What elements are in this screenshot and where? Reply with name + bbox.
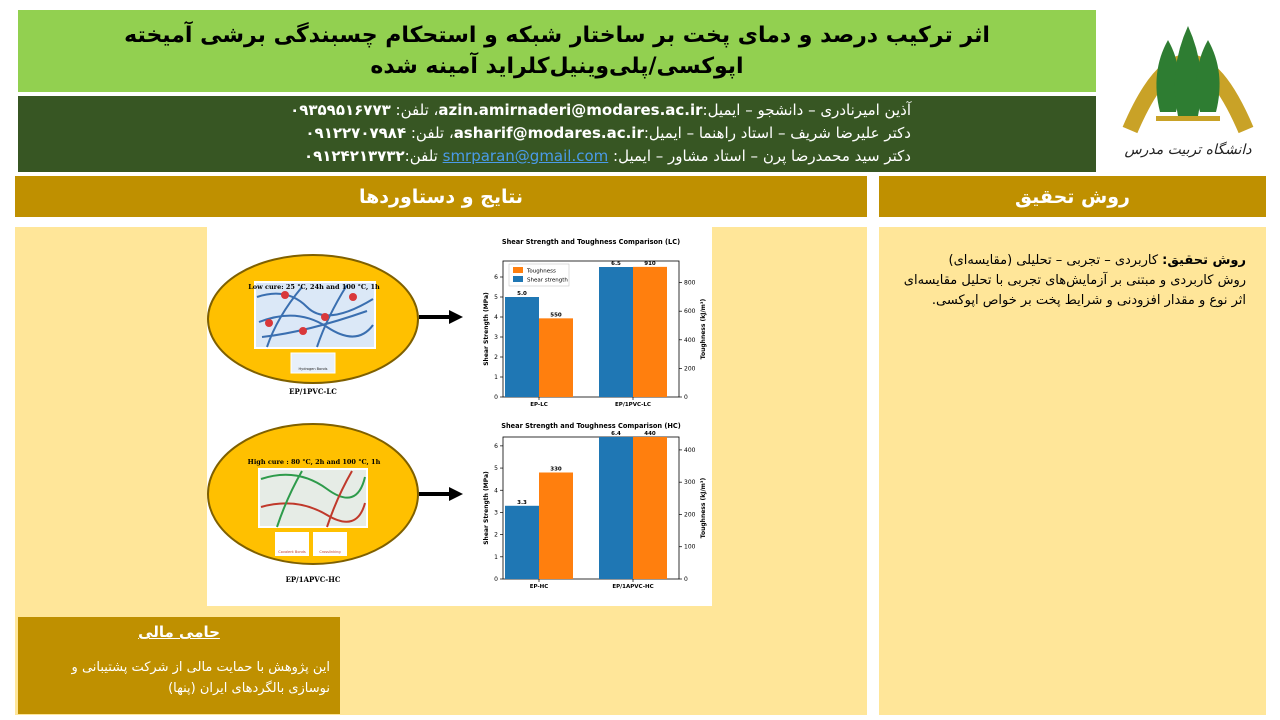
y-right-tick-label: 400	[684, 446, 696, 454]
sample-label-hc: EP/1APVC-HC	[285, 575, 341, 584]
legend-swatch	[513, 267, 523, 273]
y-tick-label: 3	[494, 334, 498, 341]
method-panel	[879, 227, 1266, 715]
legend-swatch	[513, 276, 523, 282]
y-tick-label: 2	[494, 531, 498, 539]
x-tick-label: EP-HC	[529, 584, 549, 590]
phone-label: تلفن:	[404, 147, 443, 165]
y-axis-label: Shear Strength (MPa)	[483, 292, 490, 366]
data-label: 6.5	[611, 261, 621, 267]
y-tick-label: 0	[494, 576, 498, 583]
y-right-tick-label: 600	[684, 308, 696, 316]
y-tick-label: 5	[494, 294, 498, 301]
shear-strength-bar	[599, 267, 633, 397]
y-tick-label: 0	[494, 394, 498, 401]
sponsor-text: این پژوهش با حمایت مالی از شرکت پشتیبانی و نوسازی بالگردهای ایران (پنها)	[71, 660, 330, 696]
y-tick-label: 6	[494, 274, 498, 281]
sponsor-box	[18, 617, 340, 714]
poster-title-box	[18, 10, 1096, 92]
phone-label: ، تلفن:	[406, 124, 454, 142]
logo-trees	[1156, 26, 1219, 116]
covalent-bond-label: Covalent Bonds	[278, 550, 306, 554]
shear-strength-bar	[505, 506, 539, 579]
low-cure-text: Low cure: 25 °C, 24h and 100 °C, 1h	[248, 283, 380, 291]
toughness-bar	[633, 437, 667, 579]
method-title: روش تحقیق	[1015, 185, 1130, 208]
method-type: کاربردی – تجربی – تحلیلی (مقایسه‌ای)	[948, 253, 1163, 268]
method-body: روش کاربردی و مبتنی بر آزمایش‌های تجربی با تحلیل مقایسه‌ای اثر نوع و مقدار افزودنی و شرایط پخت بر خواص اپوکسی.	[903, 273, 1246, 308]
logo-base	[1156, 116, 1220, 121]
crosslinking-label: Crosslinking	[319, 550, 341, 554]
toughness-bar	[633, 267, 667, 397]
x-tick-label: EP-LC	[530, 402, 548, 408]
logo-text: دانشگاه تربیت مدرس	[1124, 142, 1252, 158]
y-tick-label: 6	[494, 442, 498, 450]
data-label: 3.3	[517, 499, 527, 506]
y-tick-label: 4	[494, 314, 498, 321]
method-label: روش تحقیق:	[1162, 253, 1246, 268]
y-right-tick-label: 0	[684, 576, 688, 583]
y-right-tick-label: 200	[684, 511, 696, 519]
shear-strength-bar	[505, 297, 539, 397]
y-tick-label: 2	[494, 354, 498, 361]
chart-lc	[483, 238, 707, 408]
y-tick-label: 1	[494, 553, 498, 561]
method-header	[879, 176, 1266, 217]
author-line	[18, 145, 911, 168]
y-right-axis-label: Toughness (kJ/m³)	[700, 298, 707, 360]
arrow-bottom	[419, 487, 463, 501]
x-tick-label: EP/1APVC-HC	[612, 584, 654, 590]
shear-strength-bar	[599, 437, 633, 579]
chart-title: Shear Strength and Toughness Comparison (HC)	[501, 422, 681, 430]
author-line	[18, 99, 911, 122]
data-label: 6.4	[611, 431, 621, 437]
author-email[interactable]: asharif@modares.ac.ir	[453, 124, 644, 142]
y-tick-label: 4	[494, 487, 498, 495]
y-tick-label: 5	[494, 465, 498, 473]
legend-label: Shear strength	[527, 277, 568, 284]
author-phone: ۰۹۱۲۴۲۱۳۷۳۲	[303, 147, 405, 165]
y-right-tick-label: 800	[684, 279, 696, 287]
toughness-bar	[539, 473, 573, 580]
data-label: 550	[550, 312, 562, 319]
chart-title: Shear Strength and Toughness Comparison (LC)	[501, 238, 681, 246]
y-tick-label: 3	[494, 509, 498, 517]
y-right-tick-label: 100	[684, 543, 696, 551]
y-tick-label: 1	[494, 374, 498, 381]
title-line-1: اثر ترکیب درصد و دمای پخت بر ساختار شبکه و استحکام چسبندگی برشی آمیخته	[124, 23, 990, 48]
y-right-tick-label: 0	[684, 394, 688, 401]
data-label: 5.0	[517, 291, 527, 297]
author-role: دکتر علیرضا شریف – استاد راهنما – ایمیل:	[643, 124, 911, 142]
high-cure-text: High cure : 80 °C, 2h and 100 °C, 1h	[247, 458, 381, 466]
y-right-axis-label: Toughness (kJ/m³)	[700, 477, 707, 539]
phone-label: ، تلفن:	[390, 101, 439, 119]
results-figure	[207, 227, 712, 606]
results-title: نتایج و دستاوردها	[358, 185, 524, 208]
chart-hc	[483, 422, 707, 590]
author-role: آذین امیرنادری – دانشجو – ایمیل:	[702, 101, 911, 119]
sponsor-title: حامی مالی	[138, 623, 220, 641]
author-email-link[interactable]: smrparan@gmail.com	[442, 147, 609, 165]
y-axis-label: Shear Strength (MPa)	[483, 471, 490, 545]
y-right-tick-label: 400	[684, 336, 696, 344]
hydrogen-bond-label: Hydrogen Bonds	[298, 367, 328, 371]
arrow-top	[419, 310, 463, 324]
figure-svg	[207, 227, 712, 606]
university-logo	[1120, 12, 1256, 172]
data-label: 440	[644, 431, 656, 437]
toughness-bar	[539, 318, 573, 397]
authors-box	[18, 96, 1096, 172]
title-line-2: اپوکسی/پلی‌وینیل‌کلراید آمینه شده	[370, 54, 744, 79]
author-role: دکتر سید محمدرضا پرن – استاد مشاور – ایمیل:	[608, 147, 911, 165]
legend-label: Toughness	[527, 268, 556, 275]
author-phone: ۰۹۳۵۹۵۱۶۷۷۳	[290, 101, 391, 119]
data-label: 330	[550, 466, 562, 473]
results-header	[15, 176, 867, 217]
x-tick-label: EP/1PVC-LC	[615, 402, 651, 408]
method-type-line	[895, 251, 1246, 271]
author-phone: ۰۹۱۲۲۷۰۷۹۸۴	[305, 124, 407, 142]
y-right-tick-label: 300	[684, 479, 696, 487]
author-line	[18, 122, 911, 145]
y-right-tick-label: 200	[684, 365, 696, 373]
sample-label-lc: EP/1PVC-LC	[289, 387, 337, 396]
author-email[interactable]: azin.amirnaderi@modares.ac.ir	[438, 101, 703, 119]
data-label: 910	[644, 260, 656, 267]
